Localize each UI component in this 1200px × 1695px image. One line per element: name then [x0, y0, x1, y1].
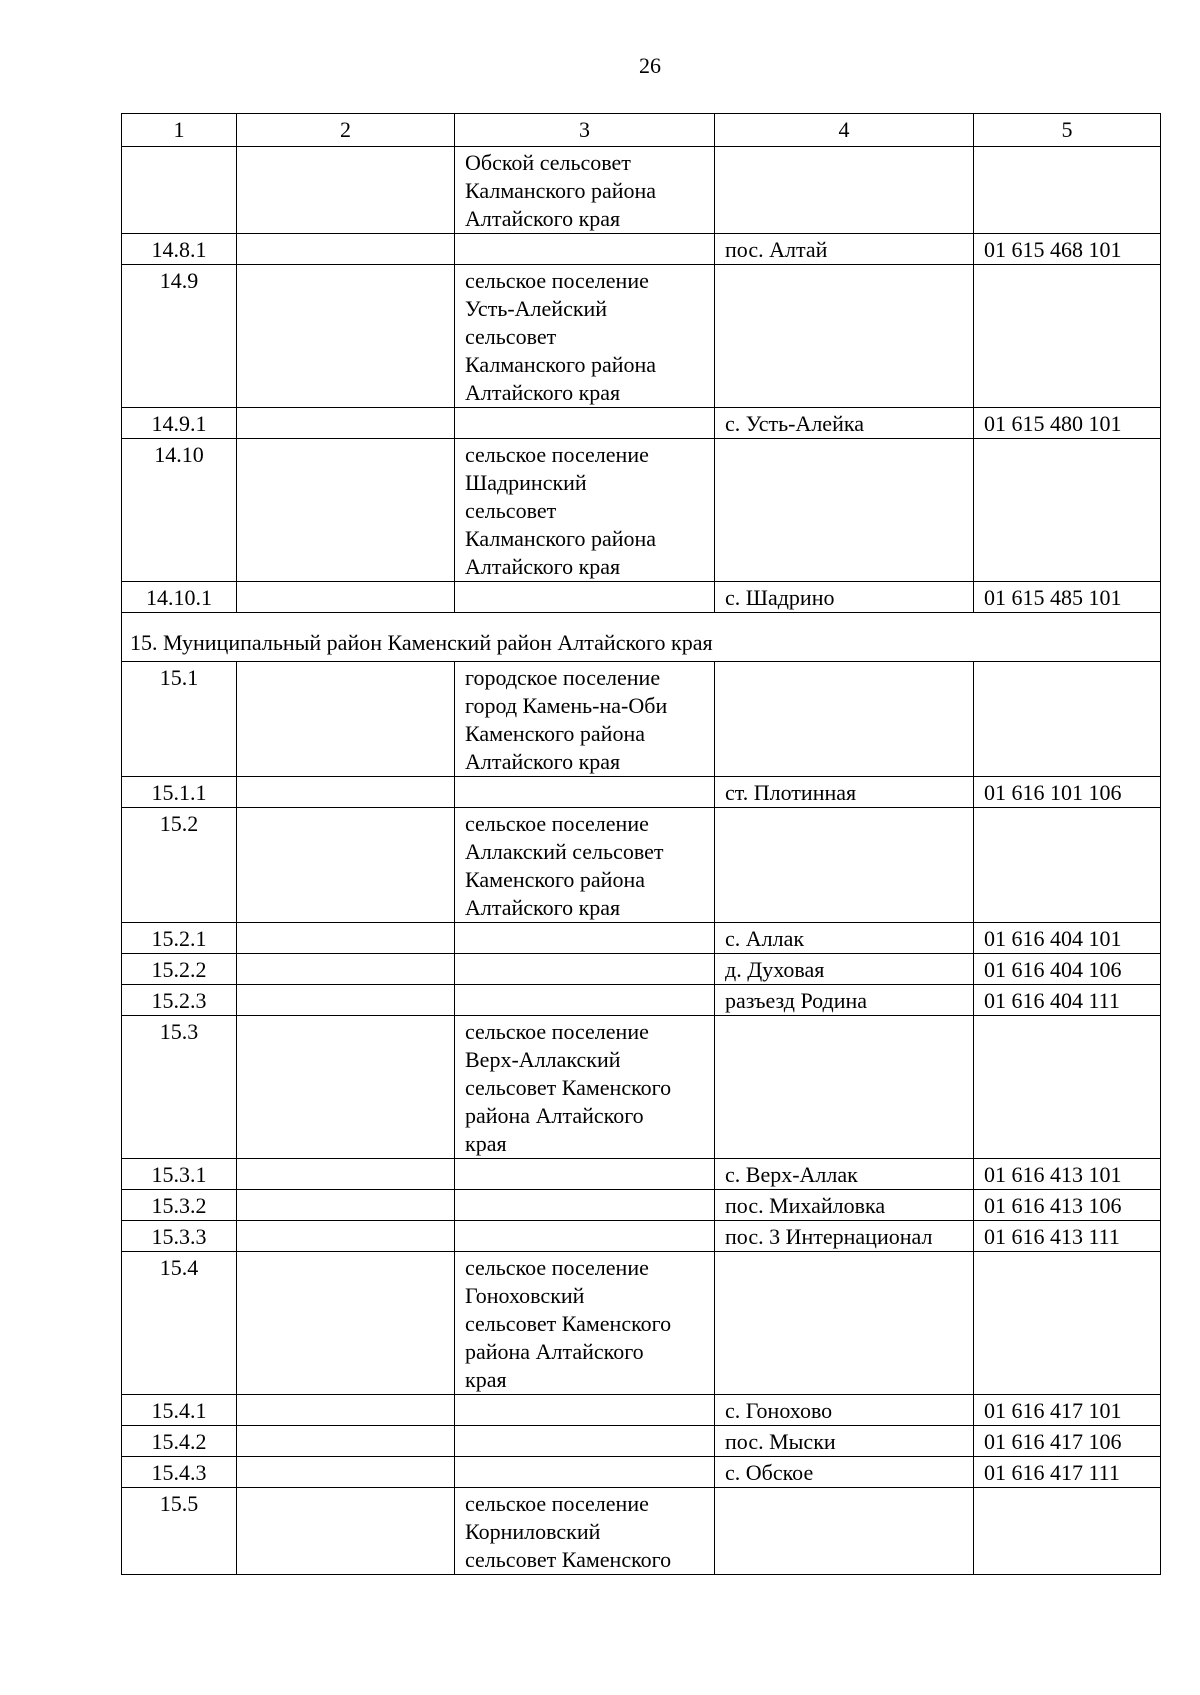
municipality-line: сельсовет Каменского — [465, 1547, 672, 1572]
row-number-cell: 15.1 — [122, 662, 237, 777]
table-row — [122, 1457, 1161, 1488]
empty-cell — [237, 147, 455, 234]
table-row — [122, 1426, 1161, 1457]
header-col-1: 1 — [122, 114, 237, 147]
row-number-cell: 15.4.2 — [122, 1426, 237, 1457]
municipality-line: сельское поселение — [465, 268, 649, 293]
empty-cell — [237, 1221, 455, 1252]
municipality-line: Шадринский — [465, 470, 587, 495]
municipality-cell — [455, 954, 715, 985]
municipality-line: городское поселение — [465, 665, 661, 690]
municipality-line: сельское поселение — [465, 1019, 649, 1044]
municipality-cell — [455, 265, 715, 408]
table-body — [122, 114, 1161, 1575]
settlement-cell: с. Обское — [715, 1457, 974, 1488]
municipality-cell — [455, 777, 715, 808]
municipality-cell — [455, 582, 715, 613]
table-row — [122, 985, 1161, 1016]
oktmo-code-cell — [974, 439, 1161, 582]
header-col-3: 3 — [455, 114, 715, 147]
municipality-cell — [455, 1395, 715, 1426]
table-row — [122, 808, 1161, 923]
municipality-cell — [455, 1488, 715, 1575]
table-row — [122, 1395, 1161, 1426]
settlement-cell: пос. 3 Интернационал — [715, 1221, 974, 1252]
row-number-cell: 14.10 — [122, 439, 237, 582]
oktmo-code-cell: 01 616 404 101 — [974, 923, 1161, 954]
table-row — [122, 954, 1161, 985]
municipality-line: Каменского района — [465, 867, 645, 892]
section-row — [122, 613, 1161, 662]
municipality-line: Алтайского края — [465, 749, 621, 774]
oktmo-code-cell: 01 616 101 106 — [974, 777, 1161, 808]
municipality-cell — [455, 1221, 715, 1252]
oktmo-code-cell: 01 616 413 111 — [974, 1221, 1161, 1252]
empty-cell — [237, 1457, 455, 1488]
municipality-line: сельсовет — [465, 498, 557, 523]
municipality-line: Калманского района — [465, 178, 657, 203]
oktmo-code-cell: 01 616 417 106 — [974, 1426, 1161, 1457]
municipality-cell — [455, 923, 715, 954]
municipality-line: сельсовет Каменского — [465, 1075, 672, 1100]
header-col-2: 2 — [237, 114, 455, 147]
settlement-cell: пос. Алтай — [715, 234, 974, 265]
row-number-cell: 15.3 — [122, 1016, 237, 1159]
empty-cell — [237, 1016, 455, 1159]
settlement-cell: ст. Плотинная — [715, 777, 974, 808]
municipality-line: Аллакский сельсовет — [465, 839, 664, 864]
municipality-cell — [455, 234, 715, 265]
row-number-cell: 15.4.3 — [122, 1457, 237, 1488]
municipality-line: город Камень-на-Оби — [465, 693, 668, 718]
empty-cell — [237, 1252, 455, 1395]
empty-cell — [237, 1159, 455, 1190]
section-title: 15. Муниципальный район Каменский район Алтайского края — [122, 613, 1161, 662]
header-col-5: 5 — [974, 114, 1161, 147]
municipality-cell — [455, 147, 715, 234]
municipality-cell — [455, 985, 715, 1016]
municipality-line: Обской сельсовет — [465, 150, 631, 175]
oktmo-code-cell: 01 615 480 101 — [974, 408, 1161, 439]
row-number-cell: 15.3.3 — [122, 1221, 237, 1252]
settlements-table — [121, 113, 1161, 1575]
municipality-line: сельское поселение — [465, 1491, 649, 1516]
table-row — [122, 1190, 1161, 1221]
row-number-cell: 14.8.1 — [122, 234, 237, 265]
table-row — [122, 1159, 1161, 1190]
oktmo-code-cell — [974, 265, 1161, 408]
empty-cell — [237, 439, 455, 582]
row-number-cell: 15.2.1 — [122, 923, 237, 954]
municipality-line: Гоноховский — [465, 1283, 585, 1308]
municipality-line: Верх-Аллакский — [465, 1047, 621, 1072]
table-row — [122, 234, 1161, 265]
oktmo-code-cell — [974, 1252, 1161, 1395]
settlement-cell — [715, 1488, 974, 1575]
settlement-cell: с. Шадрино — [715, 582, 974, 613]
settlement-cell: д. Духовая — [715, 954, 974, 985]
oktmo-code-cell — [974, 1488, 1161, 1575]
row-number-cell: 15.4 — [122, 1252, 237, 1395]
municipality-cell — [455, 408, 715, 439]
settlement-cell: пос. Мыски — [715, 1426, 974, 1457]
municipality-line: Алтайского края — [465, 895, 621, 920]
empty-cell — [237, 777, 455, 808]
municipality-line: края — [465, 1131, 507, 1156]
empty-cell — [237, 954, 455, 985]
settlement-cell — [715, 265, 974, 408]
table-row — [122, 1016, 1161, 1159]
municipality-cell — [455, 1016, 715, 1159]
municipality-cell — [455, 1457, 715, 1488]
settlement-cell: разъезд Родина — [715, 985, 974, 1016]
page-number: 26 — [639, 53, 661, 78]
oktmo-code-cell — [974, 808, 1161, 923]
municipality-line: Алтайского края — [465, 206, 621, 231]
municipality-cell — [455, 1252, 715, 1395]
municipality-line: края — [465, 1367, 507, 1392]
settlement-cell — [715, 1252, 974, 1395]
oktmo-code-cell: 01 616 413 101 — [974, 1159, 1161, 1190]
row-number-cell: 15.4.1 — [122, 1395, 237, 1426]
empty-cell — [237, 923, 455, 954]
oktmo-code-cell — [974, 662, 1161, 777]
municipality-line: Корниловский — [465, 1519, 601, 1544]
municipality-line: Алтайского края — [465, 380, 621, 405]
header-row — [122, 114, 1161, 147]
table-row — [122, 408, 1161, 439]
row-number-cell: 14.9.1 — [122, 408, 237, 439]
oktmo-code-cell: 01 616 417 111 — [974, 1457, 1161, 1488]
municipality-cell — [455, 1190, 715, 1221]
table-row — [122, 777, 1161, 808]
settlement-cell: с. Верх-Аллак — [715, 1159, 974, 1190]
table-row — [122, 1252, 1161, 1395]
municipality-line: сельсовет — [465, 324, 557, 349]
table-row — [122, 265, 1161, 408]
municipality-line: Усть-Алейский — [465, 296, 608, 321]
empty-cell — [237, 985, 455, 1016]
table-row — [122, 147, 1161, 234]
municipality-line: Алтайского края — [465, 554, 621, 579]
oktmo-code-cell: 01 616 404 111 — [974, 985, 1161, 1016]
oktmo-code-cell: 01 616 404 106 — [974, 954, 1161, 985]
row-number-cell: 14.10.1 — [122, 582, 237, 613]
oktmo-code-cell — [974, 147, 1161, 234]
settlement-cell — [715, 147, 974, 234]
empty-cell — [237, 582, 455, 613]
municipality-cell — [455, 1426, 715, 1457]
row-number-cell — [122, 147, 237, 234]
row-number-cell: 15.3.1 — [122, 1159, 237, 1190]
row-number-cell: 15.3.2 — [122, 1190, 237, 1221]
municipality-cell — [455, 808, 715, 923]
municipality-line: Калманского района — [465, 526, 657, 551]
table-row — [122, 582, 1161, 613]
municipality-line: района Алтайского — [465, 1103, 644, 1128]
municipality-line: Каменского района — [465, 721, 645, 746]
settlement-cell: с. Гонохово — [715, 1395, 974, 1426]
row-number-cell: 15.5 — [122, 1488, 237, 1575]
empty-cell — [237, 1395, 455, 1426]
settlement-cell: с. Аллак — [715, 923, 974, 954]
table-row — [122, 1488, 1161, 1575]
row-number-cell: 14.9 — [122, 265, 237, 408]
table-row — [122, 662, 1161, 777]
table-row — [122, 1221, 1161, 1252]
municipality-line: сельское поселение — [465, 1255, 649, 1280]
oktmo-code-cell — [974, 1016, 1161, 1159]
row-number-cell: 15.1.1 — [122, 777, 237, 808]
settlement-cell: с. Усть-Алейка — [715, 408, 974, 439]
municipality-cell — [455, 662, 715, 777]
empty-cell — [237, 808, 455, 923]
settlement-cell: пос. Михайловка — [715, 1190, 974, 1221]
settlement-cell — [715, 662, 974, 777]
municipality-line: сельское поселение — [465, 811, 649, 836]
empty-cell — [237, 265, 455, 408]
municipality-line: сельсовет Каменского — [465, 1311, 672, 1336]
empty-cell — [237, 1488, 455, 1575]
row-number-cell: 15.2.2 — [122, 954, 237, 985]
table-row — [122, 439, 1161, 582]
oktmo-code-cell: 01 615 485 101 — [974, 582, 1161, 613]
empty-cell — [237, 408, 455, 439]
settlement-cell — [715, 808, 974, 923]
empty-cell — [237, 1190, 455, 1221]
oktmo-code-cell: 01 616 413 106 — [974, 1190, 1161, 1221]
settlement-cell — [715, 1016, 974, 1159]
empty-cell — [237, 1426, 455, 1457]
municipality-line: Калманского района — [465, 352, 657, 377]
municipality-cell — [455, 439, 715, 582]
empty-cell — [237, 234, 455, 265]
settlement-cell — [715, 439, 974, 582]
municipality-cell — [455, 1159, 715, 1190]
row-number-cell: 15.2 — [122, 808, 237, 923]
table-row — [122, 923, 1161, 954]
oktmo-code-cell: 01 616 417 101 — [974, 1395, 1161, 1426]
municipality-line: района Алтайского — [465, 1339, 644, 1364]
header-col-4: 4 — [715, 114, 974, 147]
oktmo-code-cell: 01 615 468 101 — [974, 234, 1161, 265]
municipality-line: сельское поселение — [465, 442, 649, 467]
row-number-cell: 15.2.3 — [122, 985, 237, 1016]
empty-cell — [237, 662, 455, 777]
